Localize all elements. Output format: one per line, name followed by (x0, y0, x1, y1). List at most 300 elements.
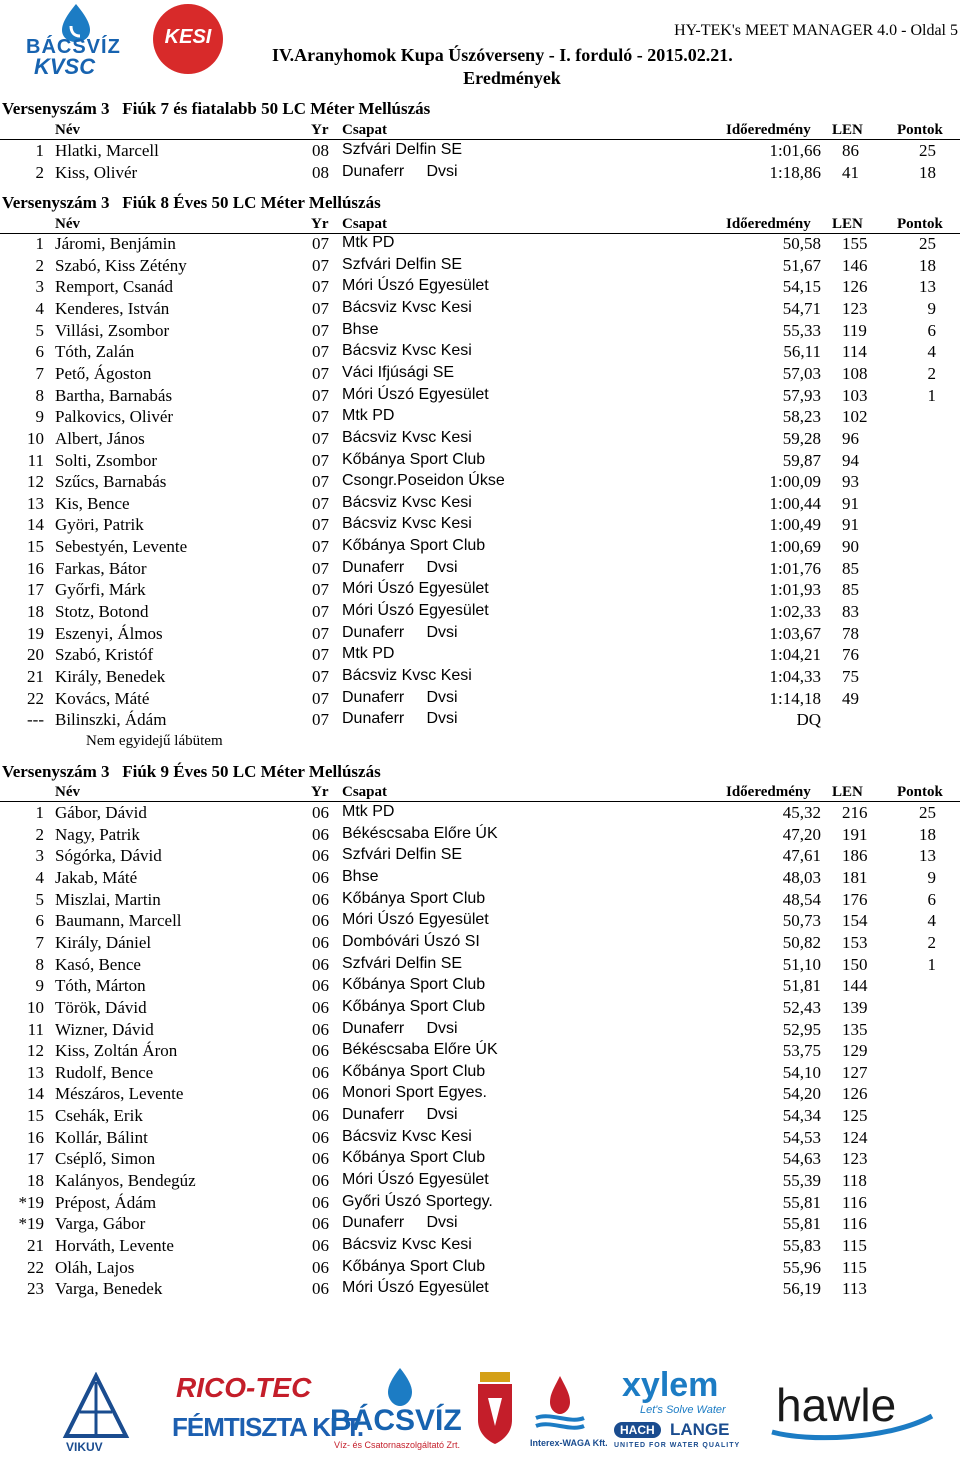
birth-year: 06 (312, 1127, 329, 1147)
place: 4 (35, 298, 44, 318)
athlete-name: Wizner, Dávid (55, 1019, 154, 1039)
meet-points: 13 (919, 277, 936, 297)
meet-points: 18 (919, 255, 936, 275)
len-points: 116 (842, 1192, 867, 1212)
birth-year: 07 (312, 688, 329, 708)
result-row (0, 234, 960, 256)
len-points: 94 (842, 450, 859, 470)
birth-year: 06 (312, 1062, 329, 1082)
len-points: 144 (842, 976, 868, 996)
finish-time: 54,71 (782, 298, 821, 318)
place: 12 (27, 1041, 44, 1061)
meet-points: 1 (927, 954, 936, 974)
birth-year: 07 (312, 255, 329, 275)
team-name: Móri Úszó Egyesület (342, 1171, 489, 1189)
finish-time: 48,03 (782, 867, 821, 887)
birth-year: 06 (312, 932, 329, 952)
vikuv-tower-icon (56, 1372, 136, 1442)
finish-time: 1:01,76 (769, 558, 821, 578)
disqualification-note: Nem egyidejű lábütem (86, 733, 223, 749)
result-row (0, 451, 960, 473)
birth-year: 07 (312, 320, 329, 340)
finish-time: 1:00,09 (769, 472, 821, 492)
finish-time: 48,54 (782, 889, 821, 909)
finish-time: 1:18,86 (769, 162, 821, 182)
result-row (0, 667, 960, 689)
meet-points: 6 (927, 320, 936, 340)
place: 2 (35, 162, 44, 182)
len-points: 216 (842, 803, 868, 822)
col-header-time: Időeredmény (726, 784, 811, 800)
result-row (0, 141, 960, 163)
athlete-name: Török, Dávid (55, 997, 147, 1017)
len-points: 91 (842, 515, 859, 535)
place: 17 (27, 1149, 44, 1169)
sponsor-bar (0, 1362, 960, 1458)
result-row (0, 1020, 960, 1042)
len-points: 116 (842, 1214, 867, 1234)
finish-time: 50,73 (782, 911, 821, 931)
hawle-logo (768, 1376, 936, 1446)
athlete-name: Prépost, Ádám (55, 1192, 157, 1212)
place: 11 (27, 450, 44, 470)
team-name: Dunaferr Dvsi (342, 1214, 458, 1232)
interex-logo-text: Interex-WAGA Kft. (530, 1438, 608, 1448)
len-points: 115 (842, 1257, 867, 1277)
birth-year: 07 (312, 277, 329, 297)
finish-time: 55,81 (782, 1214, 821, 1234)
place: 4 (35, 867, 44, 887)
birth-year: 07 (312, 234, 329, 253)
hach-logo: HACH (614, 1422, 661, 1438)
birth-year: 07 (312, 645, 329, 665)
athlete-name: Szabó, Kiss Zétény (55, 255, 187, 275)
vikuv-logo-text: VIKUV (66, 1440, 103, 1454)
birth-year: 07 (312, 493, 329, 513)
birth-year: 06 (312, 1084, 329, 1104)
lange-logo: LANGE (670, 1420, 730, 1439)
team-name: Dunaferr Dvsi (342, 1019, 458, 1037)
birth-year: 06 (312, 803, 329, 822)
finish-time: 52,43 (782, 997, 821, 1017)
len-points: 154 (842, 911, 868, 931)
team-name: Bácsviz Kvsc Kesi (342, 667, 472, 684)
athlete-name: Király, Benedek (55, 667, 166, 686)
finish-time: DQ (796, 710, 821, 730)
len-points: 93 (842, 472, 859, 492)
len-points: 76 (842, 645, 859, 665)
len-points: 114 (842, 342, 867, 362)
len-points: 118 (842, 1171, 867, 1191)
athlete-name: Villási, Zsombor (55, 320, 170, 340)
finish-time: 1:00,44 (769, 493, 821, 513)
result-row (0, 580, 960, 602)
athlete-name: Sógórka, Dávid (55, 846, 162, 866)
result-row (0, 1084, 960, 1106)
femtiszta-logo: FÉMTISZTA KFT. (172, 1412, 364, 1442)
col-header-len: LEN (832, 122, 863, 138)
birth-year: 07 (312, 428, 329, 448)
len-points: 113 (842, 1279, 867, 1299)
result-row (0, 1171, 960, 1193)
meet-points: 4 (927, 911, 936, 931)
place: 11 (27, 1019, 44, 1039)
xylem-logo-text: xylem (622, 1366, 719, 1404)
page-subtitle: Eredmények (463, 68, 561, 88)
team-name: Mtk PD (342, 407, 395, 425)
len-points: 115 (842, 1236, 867, 1255)
col-header-points: Pontok (897, 216, 943, 232)
athlete-name: Palkovics, Olivér (55, 407, 174, 427)
team-name: Kőbánya Sport Club (342, 537, 486, 555)
place: 22 (27, 1257, 44, 1277)
column-header-row (0, 784, 960, 802)
place: 1 (35, 234, 44, 253)
place: 9 (35, 976, 44, 996)
team-name: Bhse (342, 867, 379, 885)
team-name: Móri Úszó Egyesület (342, 385, 489, 403)
len-points: 86 (842, 141, 859, 160)
finish-time: 57,03 (782, 363, 821, 383)
finish-time: 58,23 (782, 407, 821, 427)
place: 18 (27, 1171, 44, 1191)
athlete-name: Jakab, Máté (55, 867, 138, 887)
birth-year: 07 (312, 385, 329, 405)
team-name: Dunaferr Dvsi (342, 162, 458, 180)
athlete-name: Varga, Gábor (55, 1214, 146, 1234)
meet-title: IV.Aranyhomok Kupa Úszóverseny - I. forduló - 2015.02.21. (272, 45, 733, 65)
team-name: Móri Úszó Egyesület (342, 911, 489, 929)
birth-year: 06 (312, 997, 329, 1017)
col-header-points: Pontok (897, 122, 943, 138)
result-row (0, 407, 960, 429)
place: 10 (27, 428, 44, 448)
birth-year: 08 (312, 141, 329, 160)
team-name: Békéscsaba Előre ÚK (342, 824, 498, 842)
finish-time: 1:04,21 (769, 645, 821, 665)
finish-time: 51,81 (782, 976, 821, 996)
birth-year: 06 (312, 1279, 329, 1299)
team-name: Móri Úszó Egyesület (342, 277, 489, 295)
event-title: Versenyszám 3 Fiúk 8 Éves 50 LC Méter Mellúszás (2, 193, 381, 212)
birth-year: 06 (312, 867, 329, 887)
place: 5 (35, 320, 44, 340)
column-header-row (0, 216, 960, 234)
birth-year: 07 (312, 342, 329, 362)
len-points: 181 (842, 867, 868, 887)
len-points: 41 (842, 162, 859, 182)
birth-year: 06 (312, 976, 329, 996)
len-points: 127 (842, 1062, 868, 1082)
team-name: Monori Sport Egyes. (342, 1084, 487, 1102)
athlete-name: Stotz, Botond (55, 602, 149, 622)
result-row (0, 1258, 960, 1280)
result-row (0, 1041, 960, 1063)
place: 21 (27, 1236, 44, 1255)
team-name: Bácsviz Kvsc Kesi (342, 428, 472, 446)
finish-time: 54,34 (782, 1106, 821, 1126)
bacsviz-sponsor-text: BÁCSVÍZ (330, 1404, 462, 1437)
finish-time: 47,20 (782, 824, 821, 844)
hach-tagline: UNITED FOR WATER QUALITY (614, 1442, 741, 1449)
hawle-logo-text: hawle (776, 1379, 897, 1431)
team-name: Csongr.Poseidon Úkse (342, 472, 505, 490)
meet-points: 6 (927, 889, 936, 909)
software-page-label: HY-TEK's MEET MANAGER 4.0 - Oldal 5 (674, 22, 958, 39)
birth-year: 06 (312, 1041, 329, 1061)
place: 12 (27, 472, 44, 492)
team-name: Szfvári Delfin SE (342, 954, 463, 972)
result-row (0, 299, 960, 321)
athlete-name: Solti, Zsombor (55, 450, 158, 470)
birth-year: 06 (312, 1149, 329, 1169)
team-name: Szfvári Delfin SE (342, 141, 463, 158)
athlete-name: Kiss, Zoltán Áron (55, 1041, 178, 1061)
athlete-name: Oláh, Lajos (55, 1257, 135, 1277)
team-name: Dunaferr Dvsi (342, 710, 458, 728)
place: 18 (27, 602, 44, 622)
meet-points: 18 (919, 162, 936, 182)
birth-year: 07 (312, 558, 329, 578)
interex-flame-icon (530, 1372, 590, 1432)
finish-time: 59,28 (782, 428, 821, 448)
place: 14 (27, 515, 44, 535)
birth-year: 06 (312, 911, 329, 931)
result-row (0, 689, 960, 711)
team-name: Győri Úszó Sportegy. (342, 1192, 493, 1210)
team-name: Békéscsaba Előre ÚK (342, 1041, 498, 1059)
birth-year: 06 (312, 954, 329, 974)
team-name: Dunaferr Dvsi (342, 688, 458, 706)
result-row (0, 472, 960, 494)
meet-points: 18 (919, 824, 936, 844)
col-header-name: Név (55, 122, 80, 138)
col-header-team: Csapat (342, 216, 388, 232)
meet-points: 4 (927, 342, 936, 362)
result-row (0, 277, 960, 299)
ricotec-logo: RICO-TEC (176, 1372, 312, 1403)
result-row (0, 998, 960, 1020)
interex-logo (520, 1372, 608, 1452)
finish-time: 56,11 (783, 342, 821, 362)
birth-year: 07 (312, 580, 329, 600)
athlete-name: Kis, Bence (55, 493, 130, 513)
place: 22 (27, 688, 44, 708)
finish-time: 1:00,69 (769, 537, 821, 557)
result-row (0, 1106, 960, 1128)
finish-time: 54,15 (782, 277, 821, 297)
athlete-name: Mészáros, Levente (55, 1084, 184, 1104)
athlete-name: Király, Dániel (55, 932, 152, 952)
col-header-name: Név (55, 784, 80, 800)
place: 7 (35, 932, 44, 952)
team-name: Kőbánya Sport Club (342, 1149, 486, 1167)
len-points: 139 (842, 997, 868, 1017)
place: 15 (27, 1106, 44, 1126)
result-row (0, 1149, 960, 1171)
athlete-name: Farkas, Bátor (55, 558, 147, 578)
meet-points: 13 (919, 846, 936, 866)
len-points: 85 (842, 580, 859, 600)
athlete-name: Járomi, Benjámin (55, 234, 176, 253)
col-header-time: Időeredmény (726, 216, 811, 232)
finish-time: 54,63 (782, 1149, 821, 1169)
birth-year: 06 (312, 824, 329, 844)
result-row (0, 537, 960, 559)
team-name: Kőbánya Sport Club (342, 976, 486, 994)
col-header-team: Csapat (342, 122, 388, 138)
len-points: 83 (842, 602, 859, 622)
athlete-name: Szűcs, Barnabás (55, 472, 167, 492)
place: 3 (35, 277, 44, 297)
athlete-name: Varga, Benedek (55, 1279, 163, 1299)
len-points: 49 (842, 688, 859, 708)
team-name: Dunaferr Dvsi (342, 1106, 458, 1124)
col-header-team: Csapat (342, 784, 388, 800)
athlete-name: Györi, Patrik (55, 515, 144, 535)
team-name: Kőbánya Sport Club (342, 1062, 486, 1080)
athlete-name: Szabó, Kristóf (55, 645, 154, 665)
place: 20 (27, 645, 44, 665)
place: 16 (27, 558, 44, 578)
birth-year: 07 (312, 537, 329, 557)
city-crest-icon (474, 1368, 516, 1448)
finish-time: 1:14,18 (769, 688, 821, 708)
meet-points: 2 (927, 363, 936, 383)
place: 6 (35, 911, 44, 931)
finish-time: 1:00,49 (769, 515, 821, 535)
athlete-name: Bilinszki, Ádám (55, 710, 167, 730)
birth-year: 06 (312, 1171, 329, 1191)
xylem-tagline: Let's Solve Water (640, 1404, 726, 1416)
finish-time: 55,83 (782, 1236, 821, 1255)
len-points: 146 (842, 255, 868, 275)
event-title: Versenyszám 3 Fiúk 9 Éves 50 LC Méter Mellúszás (2, 762, 381, 781)
len-points: 124 (842, 1127, 868, 1147)
len-points: 150 (842, 954, 868, 974)
athlete-name: Hlatki, Marcell (55, 141, 159, 160)
place: 17 (27, 580, 44, 600)
athlete-name: Albert, János (55, 428, 145, 448)
len-points: 176 (842, 889, 868, 909)
team-name: Kőbánya Sport Club (342, 450, 486, 468)
place: 1 (35, 141, 44, 160)
result-row (0, 515, 960, 537)
team-name: Bácsviz Kvsc Kesi (342, 493, 472, 511)
place: *19 (18, 1214, 44, 1234)
col-header-len: LEN (832, 216, 863, 232)
place: 8 (35, 954, 44, 974)
len-points: 103 (842, 385, 868, 405)
athlete-name: Rudolf, Bence (55, 1062, 154, 1082)
len-points: 155 (842, 234, 868, 253)
place: 7 (35, 363, 44, 383)
meet-points: 2 (927, 932, 936, 952)
finish-time: 1:03,67 (769, 623, 821, 643)
result-row (0, 256, 960, 278)
athlete-name: Horváth, Levente (55, 1236, 174, 1255)
result-row (0, 976, 960, 998)
place: 8 (35, 385, 44, 405)
result-row (0, 890, 960, 912)
athlete-name: Kenderes, István (55, 298, 170, 318)
result-row (0, 494, 960, 516)
result-row (0, 1193, 960, 1215)
finish-time: 50,58 (782, 234, 821, 253)
team-name: Móri Úszó Egyesület (342, 602, 489, 620)
birth-year: 07 (312, 298, 329, 318)
team-name: Kőbánya Sport Club (342, 889, 486, 907)
athlete-name: Kollár, Bálint (55, 1127, 148, 1147)
place: 15 (27, 537, 44, 557)
kesi-logo (153, 4, 223, 74)
place: 2 (35, 255, 44, 275)
col-header-name: Név (55, 216, 80, 232)
athlete-name: Eszenyi, Álmos (55, 623, 163, 643)
place: 19 (27, 623, 44, 643)
len-points: 90 (842, 537, 859, 557)
kesi-logo-text: KESI (164, 26, 212, 48)
birth-year: 07 (312, 602, 329, 622)
result-row (0, 1214, 960, 1236)
len-points: 78 (842, 623, 859, 643)
meet-points: 25 (919, 141, 936, 160)
finish-time: 55,81 (782, 1192, 821, 1212)
event-title: Versenyszám 3 Fiúk 7 és fiatalabb 50 LC Méter Mellúszás (2, 99, 431, 118)
place: 21 (27, 667, 44, 686)
team-name: Dunaferr Dvsi (342, 623, 458, 641)
result-row (0, 1279, 960, 1301)
place: 6 (35, 342, 44, 362)
finish-time: 45,32 (782, 803, 821, 822)
place: 1 (35, 803, 44, 822)
len-points: 91 (842, 493, 859, 513)
athlete-name: Remport, Csanád (55, 277, 174, 297)
place: 23 (27, 1279, 44, 1299)
finish-time: 59,87 (782, 450, 821, 470)
meet-points: 25 (919, 234, 936, 253)
athlete-name: Nagy, Patrik (55, 824, 140, 844)
birth-year: 06 (312, 889, 329, 909)
finish-time: 1:01,66 (769, 141, 821, 160)
column-header-row (0, 122, 960, 140)
kvsc-logo-text: KVSC (34, 54, 96, 79)
len-points: 96 (842, 428, 859, 448)
birth-year: 07 (312, 667, 329, 686)
finish-time: 52,95 (782, 1019, 821, 1039)
team-name: Dombóvári Úszó SI (342, 932, 480, 950)
team-name: Bácsviz Kvsc Kesi (342, 515, 472, 533)
place: 2 (35, 824, 44, 844)
len-points: 119 (842, 320, 867, 340)
finish-time: 47,61 (782, 846, 821, 866)
athlete-name: Cséplő, Simon (55, 1149, 156, 1169)
team-name: Móri Úszó Egyesület (342, 580, 489, 598)
len-points: 123 (842, 298, 868, 318)
result-row (0, 933, 960, 955)
meet-points: 9 (927, 867, 936, 887)
len-points: 191 (842, 824, 868, 844)
place: 10 (27, 997, 44, 1017)
col-header-yr: Yr (311, 784, 329, 800)
athlete-name: Baumann, Marcell (55, 911, 182, 931)
finish-time: 55,39 (782, 1171, 821, 1191)
team-name: Váci Ifjúsági SE (342, 363, 455, 381)
result-row (0, 955, 960, 977)
team-name: Kőbánya Sport Club (342, 997, 486, 1015)
len-points: 126 (842, 1084, 868, 1104)
athlete-name: Gábor, Dávid (55, 803, 147, 822)
